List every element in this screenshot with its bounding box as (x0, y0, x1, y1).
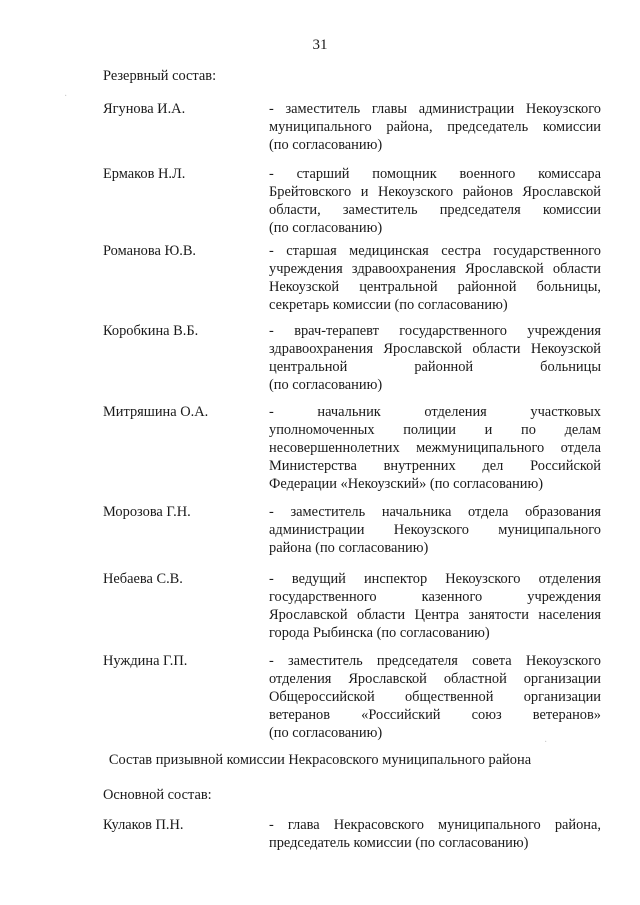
member-name: Митряшина О.А. (103, 404, 209, 420)
role-line: - заместитель председателя совета Некоузского (269, 653, 601, 669)
role-line: Некоузской центральной районной больницы, (269, 279, 601, 295)
role-line: (по согласованию) (269, 220, 383, 236)
member-name: Небаева С.В. (103, 571, 183, 587)
member-role (269, 100, 601, 154)
page-number: 31 (312, 37, 328, 53)
member-role (269, 652, 601, 742)
role-line: администрации Некоузского муниципального (269, 522, 601, 538)
member-role (269, 503, 601, 557)
role-line: здравоохранения Ярославской области Некоузской (269, 341, 601, 357)
role-line: (по согласованию) (269, 137, 383, 153)
role-line: - старшая медицинская сестра государственного (269, 243, 601, 259)
role-line: отделения Ярославской областной организации (269, 671, 601, 687)
role-line: - врач-терапевт государственного учреждения (269, 323, 601, 339)
member-name: Романова Ю.В. (103, 243, 197, 259)
member-name: Нуждина Г.П. (103, 653, 188, 669)
role-line: центральной районной больницы (269, 359, 601, 375)
role-line: района (по согласованию) (269, 540, 429, 556)
role-line: ветеранов «Российский союз ветеранов» (269, 707, 601, 723)
member-role (269, 242, 601, 314)
role-line: (по согласованию) (269, 377, 383, 393)
reserve-composition-label: Резервный состав: (103, 68, 217, 84)
role-line: председатель комиссии (по согласованию) (269, 835, 529, 851)
role-line: - заместитель начальника отдела образования (269, 504, 601, 520)
member-name: Кулаков П.Н. (103, 817, 184, 833)
role-line: Ярославской области Центра занятости населения (269, 607, 601, 623)
role-line: области, заместитель председателя комиссии (269, 202, 601, 218)
role-line: уполномоченных полиции и по делам (269, 422, 601, 438)
member-role (269, 816, 601, 852)
role-line: города Рыбинска (по согласованию) (269, 625, 490, 641)
role-line: Министерства внутренних дел Российской (269, 458, 601, 474)
role-line: - заместитель главы администрации Некоузского (269, 101, 601, 117)
member-name: Морозова Г.Н. (103, 504, 191, 520)
role-line: учреждения здравоохранения Ярославской области (269, 261, 601, 277)
member-name: Ягунова И.А. (103, 101, 186, 117)
role-line: (по согласованию) (269, 725, 383, 741)
role-line: Брейтовского и Некоузского районов Ярославской (269, 184, 601, 200)
scan-speck: · (64, 91, 68, 102)
role-line: секретарь комиссии (по согласованию) (269, 297, 508, 313)
role-line: государственного казенного учреждения (269, 589, 601, 605)
role-line: несовершеннолетних межмуниципального отдела (269, 440, 601, 456)
commission-heading: Состав призывной комиссии Некрасовского муниципального района (108, 752, 532, 768)
role-line: - старший помощник военного комиссара (269, 166, 601, 182)
scan-speck: · (544, 737, 548, 748)
member-role (269, 570, 601, 642)
member-role (269, 165, 601, 237)
role-line: Федерации «Некоузский» (по согласованию) (269, 476, 544, 492)
role-line: - глава Некрасовского муниципального района, (269, 817, 601, 833)
member-name: Ермаков Н.Л. (103, 166, 186, 182)
role-line: Общероссийской общественной организации (269, 689, 601, 705)
member-name: Коробкина В.Б. (103, 323, 199, 339)
member-role (269, 322, 601, 394)
role-line: - начальник отделения участковых (269, 404, 601, 420)
role-line: - ведущий инспектор Некоузского отделения (269, 571, 601, 587)
main-composition-label: Основной состав: (103, 787, 212, 803)
member-role (269, 403, 601, 493)
role-line: муниципального района, председатель комиссии (269, 119, 601, 135)
